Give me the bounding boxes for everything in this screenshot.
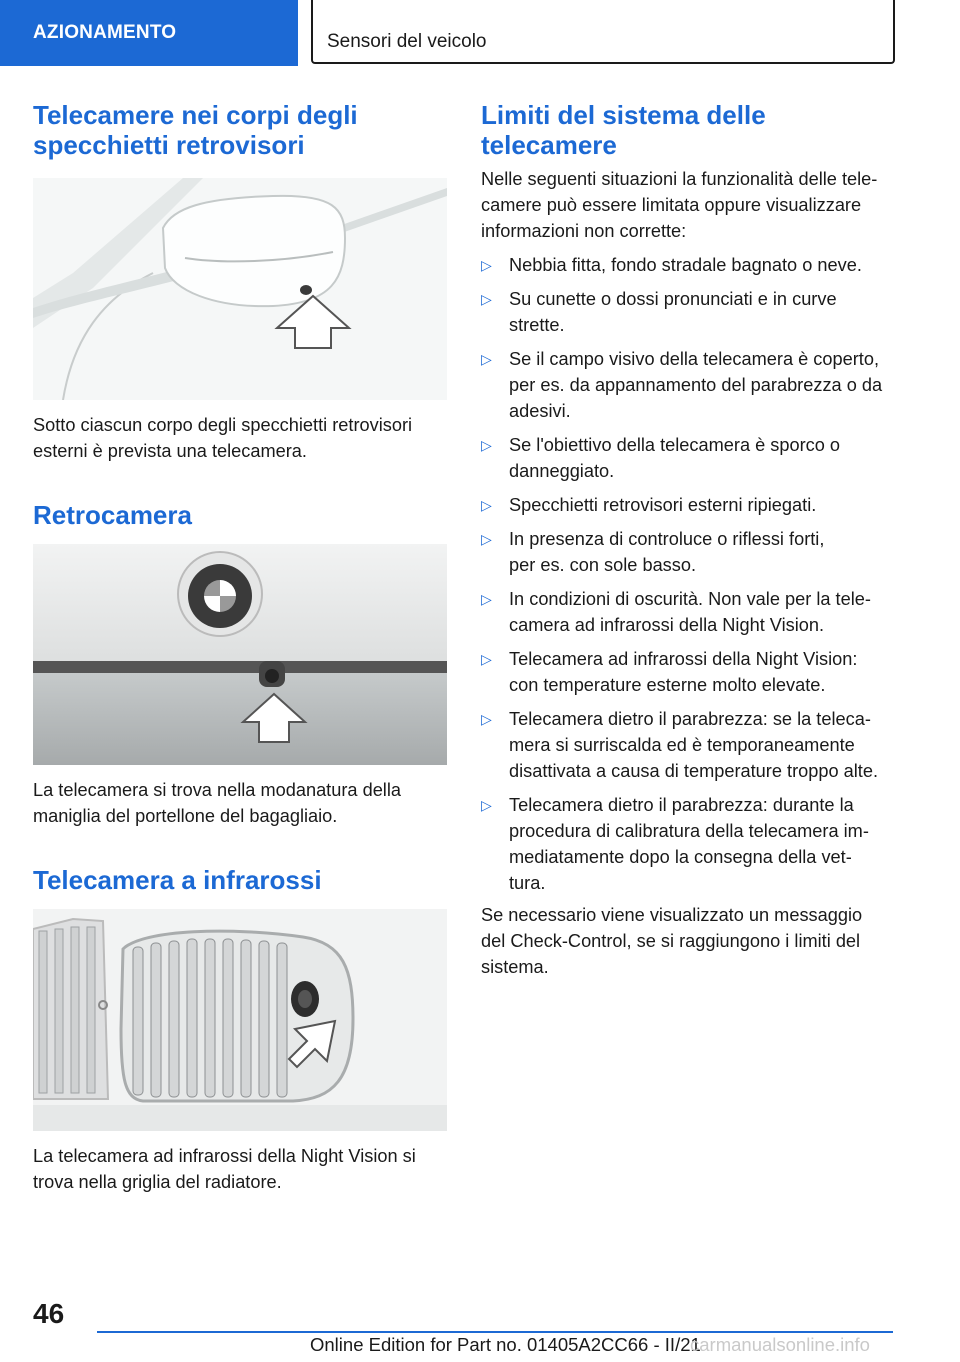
limit-item: [481, 432, 897, 484]
limits-outro: Se necessario viene visualizzato un messaggio del Check-Control, se si raggiungono i limiti del sistema.: [481, 905, 863, 977]
rear-camera-text: La telecamera si trova nella modanatura della maniglia del portellone del bagagliaio.: [33, 780, 402, 826]
limit-item-line: mediatamente dopo la consegna della vet-: [509, 847, 852, 867]
limit-item-line: Nebbia fitta, fondo stradale bagnato o neve.: [509, 255, 862, 275]
infrared-camera-text: La telecamera ad infrarossi della Night Vision si trova nella griglia del radiatore.: [33, 1146, 416, 1192]
limit-item: [481, 286, 897, 338]
limit-item-line: procedura di calibratura della telecamera im-: [509, 821, 869, 841]
triangle-right-outline-icon: ▷: [481, 497, 492, 513]
page-number: 46: [33, 1298, 65, 1329]
rear-camera-heading: Retrocamera: [33, 500, 192, 530]
triangle-right-outline-icon: ▷: [481, 291, 492, 307]
grille-illustration: [33, 909, 447, 1131]
triangle-right-outline-icon: ▷: [481, 797, 492, 813]
mirror-camera-text: Sotto ciascun corpo degli specchietti retrovisori esterni è prevista una telecamera.: [33, 415, 413, 461]
limit-item-line: danneggiato.: [509, 461, 615, 481]
limit-item-line: per es. da appannamento del parabrezza o da: [509, 375, 883, 395]
limit-item-line: per es. con sole basso.: [509, 555, 697, 575]
triangle-right-outline-icon: ▷: [481, 351, 492, 367]
section-tab: AZIONAMENTO: [0, 0, 298, 66]
limit-item: [481, 526, 897, 578]
right-column: [481, 100, 897, 980]
limit-item-line: con temperature esterne molto elevate.: [509, 675, 826, 695]
limits-list: [481, 252, 897, 896]
limit-item-line: Su cunette o dossi pronunciati e in curve: [509, 289, 837, 309]
chapter-title: Sensori del veicolo: [311, 0, 895, 64]
limit-item-line: Telecamera dietro il parabrezza: se la teleca-: [509, 709, 871, 729]
limit-item-line: strette.: [509, 315, 565, 335]
limit-item-line: mera si surriscalda ed è temporaneamente: [509, 735, 855, 755]
infrared-camera-figure: [33, 909, 447, 1131]
limit-item-line: adesivi.: [509, 401, 571, 421]
limit-item: [481, 586, 897, 638]
triangle-right-outline-icon: ▷: [481, 257, 492, 273]
footer-divider: [97, 1331, 893, 1333]
triangle-right-outline-icon: ▷: [481, 711, 492, 727]
limit-item-line: Se il campo visivo della telecamera è coperto,: [509, 349, 879, 369]
triangle-right-outline-icon: ▷: [481, 591, 492, 607]
limit-item: [481, 706, 897, 784]
limit-item-line: camera ad infrarossi della Night Vision.: [509, 615, 825, 635]
triangle-right-outline-icon: ▷: [481, 437, 492, 453]
rear-camera-illustration: [33, 544, 447, 765]
limit-item-line: In condizioni di oscurità. Non vale per la tele-: [509, 589, 871, 609]
rear-camera-figure: [33, 544, 447, 765]
left-column: [33, 100, 447, 1195]
mirror-illustration: [33, 178, 447, 400]
limits-intro: Nelle seguenti situazioni la funzionalità delle tele- camere può essere limitata oppure visualizzare informazioni non corrette:: [481, 169, 878, 241]
edition-text: Online Edition for Part no. 01405A2CC66 - II/21: [310, 1334, 701, 1355]
watermark: carmanualsonline.info: [690, 1334, 870, 1355]
limit-item-line: disattivata a causa di temperature troppo alte.: [509, 761, 879, 781]
limit-item: [481, 346, 897, 424]
limit-item: [481, 646, 897, 698]
mirror-camera-heading: Telecamere nei corpi degli specchietti retrovisori: [33, 100, 358, 160]
limit-item-line: Telecamera ad infrarossi della Night Vision:: [509, 649, 858, 669]
limit-item-line: Specchietti retrovisori esterni ripiegati.: [509, 495, 817, 515]
limit-item: [481, 492, 897, 518]
mirror-camera-figure: [33, 178, 447, 400]
system-limits-heading: Limiti del sistema delle telecamere: [481, 100, 766, 160]
triangle-right-outline-icon: ▷: [481, 651, 492, 667]
limit-item: [481, 792, 897, 896]
limit-item-line: Telecamera dietro il parabrezza: durante la: [509, 795, 854, 815]
limit-item: [481, 252, 897, 278]
infrared-camera-heading: Telecamera a infrarossi: [33, 865, 322, 895]
limit-item-line: Se l'obiettivo della telecamera è sporco o: [509, 435, 841, 455]
limit-item-line: In presenza di controluce o riflessi forti,: [509, 529, 825, 549]
triangle-right-outline-icon: ▷: [481, 531, 492, 547]
limit-item-line: tura.: [509, 873, 546, 893]
